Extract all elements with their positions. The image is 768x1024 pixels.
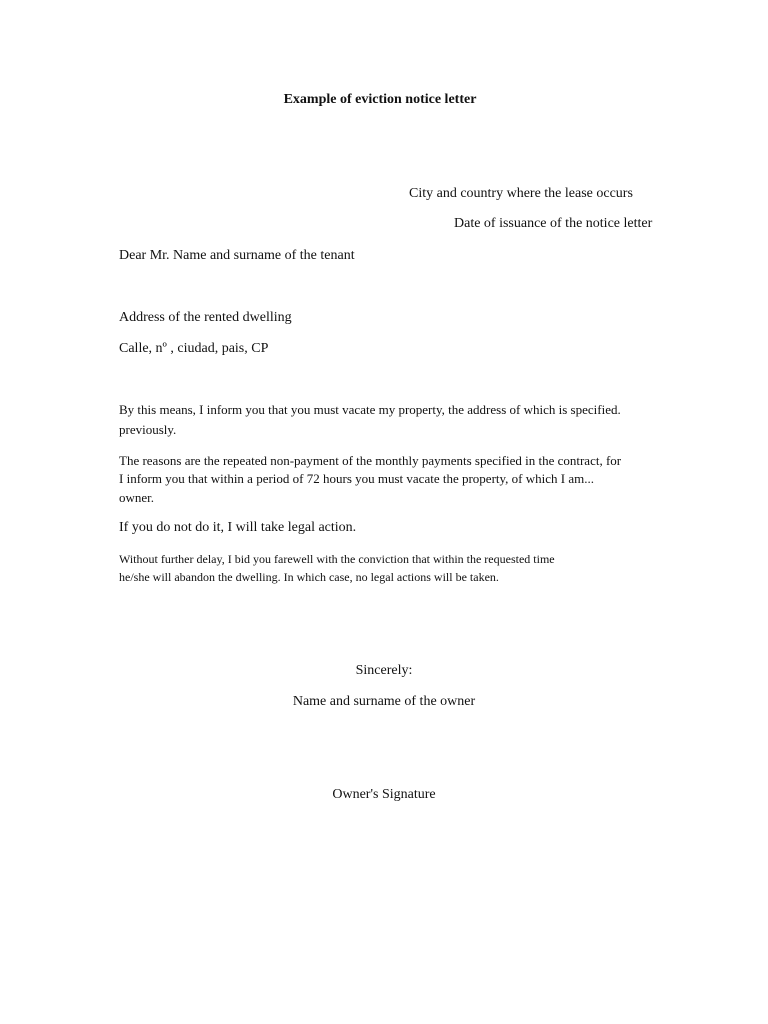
paragraph-3: If you do not do it, I will take legal action. — [119, 520, 357, 535]
paragraph-2-line-1: The reasons are the repeated non-payment of the monthly payments specified in the contract, for — [119, 453, 622, 468]
owner-name: Name and surname of the owner — [292, 694, 476, 709]
owner-signature: Owner's Signature — [332, 787, 436, 802]
paragraph-1-line-2: previously. — [119, 422, 177, 437]
paragraph-2-line-3: owner. — [119, 490, 155, 505]
paragraph-4-line-2: he/she will abandon the dwelling. In which case, no legal actions will be taken. — [119, 570, 499, 584]
paragraph-2-line-2: I inform you that within a period of 72 hours you must vacate the property, of which I am... — [119, 471, 594, 486]
date-line: Date of issuance of the notice letter — [454, 216, 653, 231]
address-detail: Calle, nº , ciudad, pais, CP — [119, 341, 269, 356]
salutation: Dear Mr. Name and surname of the tenant — [119, 248, 355, 263]
address-label: Address of the rented dwelling — [119, 310, 292, 325]
place-line: City and country where the lease occurs — [409, 186, 633, 201]
closing: Sincerely: — [355, 663, 413, 678]
document-title: Example of eviction notice letter — [283, 92, 477, 107]
paragraph-4-line-1: Without further delay, I bid you farewell with the conviction that within the requested time — [119, 552, 555, 566]
paragraph-1-line-1: By this means, I inform you that you must vacate my property, the address of which is specified. — [119, 402, 621, 417]
